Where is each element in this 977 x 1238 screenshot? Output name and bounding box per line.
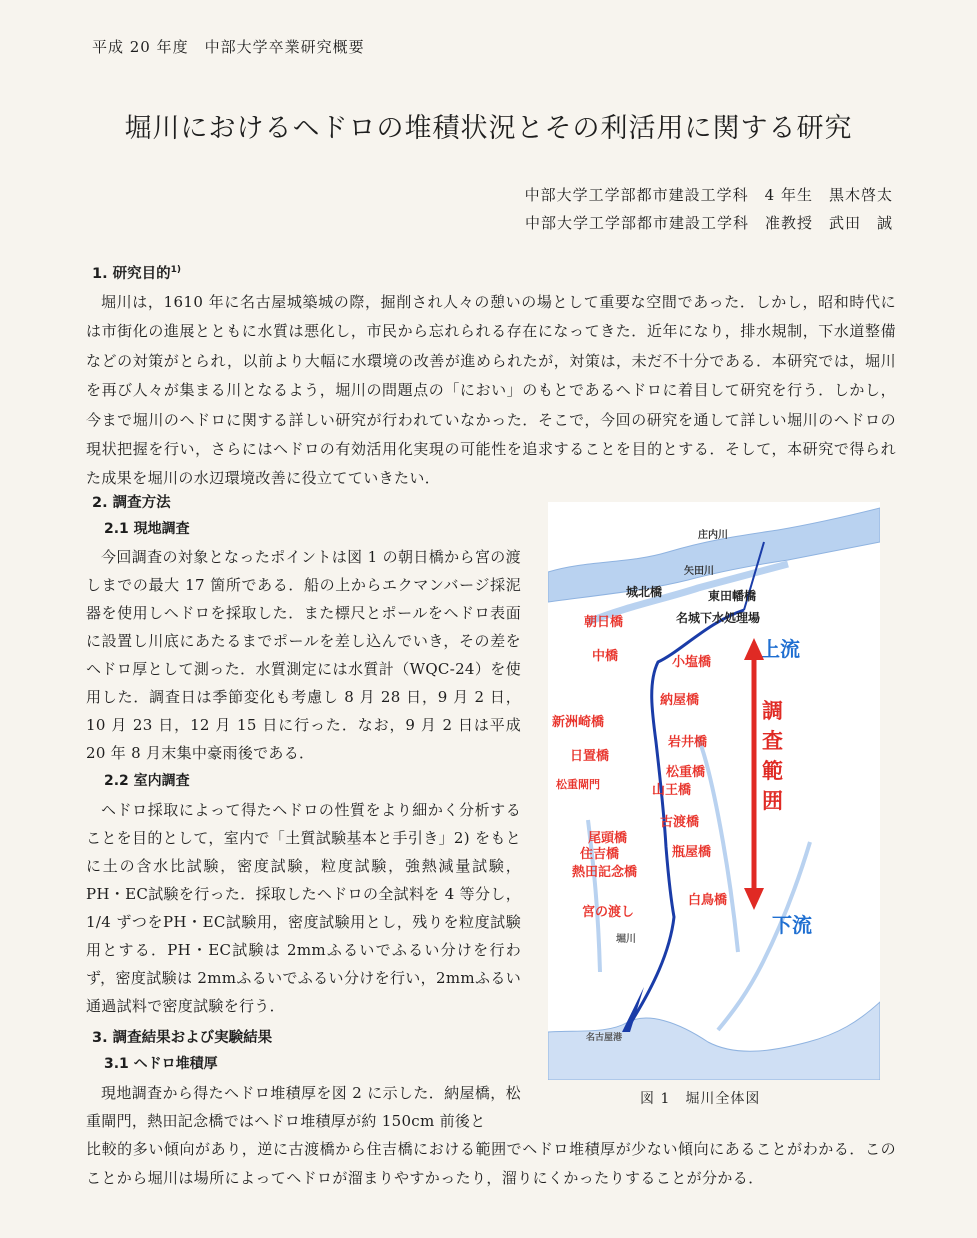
- river-label-yada: 矢田川: [684, 566, 714, 577]
- bridge-hioki: 日置橋: [570, 749, 610, 764]
- section-3-1-body-part1: 現地調査から得たヘドロ堆積厚を図 2 に示した．納屋橋，松重閘門，熱田記念橋ではヘドロ堆積厚が約 150cm 前後と: [86, 1084, 521, 1130]
- section-3-1-heading: 3.1 ヘドロ堆積厚: [104, 1056, 218, 1072]
- matsushige-lock: 松重閘門: [556, 778, 600, 791]
- miya-no-watashi: 宮の渡し: [582, 905, 635, 920]
- place-higashitabata-bridge: 東田幡橋: [708, 589, 757, 603]
- author-line-2: 中部大学工学部都市建設工学科 准教授 武田 誠: [524, 214, 893, 232]
- bridge-koshio: 小塩橋: [672, 655, 712, 670]
- section-1-heading: [92, 262, 181, 283]
- place-nagoya-port: 名古屋港: [586, 1033, 623, 1043]
- river-label-horikawa: 堀川: [616, 934, 636, 945]
- section-2-heading: 2. 調査方法: [92, 495, 171, 511]
- bridge-sumiyoshi: 住吉橋: [580, 847, 620, 862]
- bridge-furuwatari: 古渡橋: [660, 815, 700, 830]
- paper-title: 堀川におけるヘドロの堆積状況とその利活用に関する研究: [124, 113, 853, 144]
- section-1-body: 堀川は，1610 年に名古屋城築城の際，掘削され人々の憩いの場として重要な空間であった．しかし，昭和時代には市街化の進展とともに水質は悪化し，市民から忘れられる存在になってきた．近年になり，排水規制，下水道整備などの対策がとられ，以前より大幅に水環境の改善が進められたが，対策は，未だ不十分である．本研究では，堀川を再び人々が集まる川となるよう，堀川の問題点の「におい」のもとであるヘドロに着目して研究を行う．しかし，今まで堀川のヘドロに関する詳しい研究が行われていなかった．そこで，今回の研究を通して詳しい堀川のヘドロの現状把握を行い，さらにはヘドロの有効活用化実現の可能性を追求することを目的とする．そして，本研究で得られた成果を堀川の水辺環境改善に役立てていきたい．: [86, 293, 896, 488]
- bridge-iwai: 岩井橋: [668, 735, 708, 750]
- section-1-citation: 1): [170, 265, 182, 276]
- place-meijo-treatment-plant: 名城下水処理場: [676, 611, 761, 625]
- section-2-1-heading: 2.1 現地調査: [104, 521, 190, 537]
- horikawa-map-figure: [548, 502, 880, 1080]
- upstream-label: 上流: [760, 637, 800, 661]
- bridge-naka: 中橋: [592, 649, 619, 664]
- survey-range-label-1: 調: [762, 699, 783, 723]
- bridge-ogashira: 尾頭橋: [588, 831, 628, 846]
- section-3-1-body-part2: 比較的多い傾向があり，逆に古渡橋から住吉橋における範囲でヘドロ堆積厚が少ない傾向にあることがわかる．このことから堀川は場所によってヘドロが溜まりやすかったり，溜りにくかったりすることが分かる．: [86, 1140, 896, 1188]
- running-header: 平成 20 年度 中部大学卒業研究概要: [92, 38, 365, 56]
- section-2-2-body: ヘドロ採取によって得たヘドロの性質をより細かく分析することを目的として，室内で「土質試験基本と手引き」2) をもとに土の含水比試験，密度試験，粒度試験，強熱減量試験，PH・EC試験を行った．採取したヘドロの全試料を 4 等分し，1/4 ずつをPH・EC試験用，密度試験用とし，残りを粒度試験用とする．PH・EC試験は 2mmふるいでふるい分けを行わず，密度試験は 2mmふるいでふるい分けを行い，2mmふるい通過試料で密度試験を行う．: [86, 801, 521, 1015]
- downstream-label: 下流: [772, 913, 812, 937]
- author-line-1: 中部大学工学部都市建設工学科 4 年生 黒木啓太: [524, 186, 893, 204]
- figure-1-caption: 図 1 堀川全体図: [640, 1091, 761, 1107]
- bridge-atsuta-kinen: 熱田記念橋: [572, 865, 638, 880]
- section-1-heading-text: 1. 研究目的: [92, 266, 171, 282]
- bridge-kameya: 瓶屋橋: [672, 845, 712, 860]
- section-2-1-body: 今回調査の対象となったポイントは図 1 の朝日橋から宮の渡しまでの最大 17 箇所である．船の上からエクマンバージ採泥器を使用しヘドロを採取した．また標尺とポールをヘドロ表面に設置し川底にあたるまでポールを差し込んでいき，その差をヘドロ厚として測った．水質測定には水質計（WQC-24）を使用した．調査日は季節変化も考慮し 8 月 28 日，9 月 2 日，10 月 23 日，12 月 15 日に行った．なお，9 月 2 日は平成 20 年 8 月末集中豪雨後である．: [86, 548, 521, 762]
- survey-range-label-3: 範: [762, 759, 783, 783]
- section-2-2-heading: 2.2 室内調査: [104, 773, 190, 789]
- place-jouhoku-bridge: 城北橋: [626, 585, 663, 599]
- river-label-shonai: 庄内川: [698, 530, 728, 541]
- survey-range-label-4: 囲: [762, 789, 783, 813]
- section-3-heading: 3. 調査結果および実験結果: [92, 1030, 273, 1046]
- bridge-matsushige: 松重橋: [666, 765, 706, 780]
- bridge-shiratori: 白鳥橋: [688, 893, 728, 908]
- bridge-shinsuzaki: 新洲崎橋: [552, 715, 605, 730]
- bridge-sanno: 山王橋: [652, 783, 692, 798]
- bridge-naya: 納屋橋: [660, 693, 700, 708]
- bridge-asahi: 朝日橋: [584, 615, 624, 630]
- survey-range-label-2: 査: [762, 729, 783, 753]
